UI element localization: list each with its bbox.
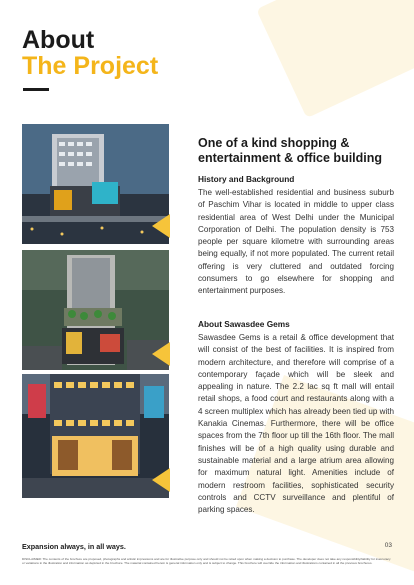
decorative-triangle-3: [152, 468, 170, 492]
page-title-line1: About: [22, 26, 95, 54]
history-heading: History and Background: [198, 174, 295, 184]
decorative-shape-top: [256, 0, 414, 118]
page-number: 03: [384, 542, 392, 549]
building-render-image-2: [22, 250, 169, 370]
section-heading: One of a kind shopping & entertainment & office building: [198, 136, 383, 165]
building-render-image-3: [22, 374, 169, 498]
decorative-triangle-1: [152, 214, 170, 238]
about-heading: About Sawasdee Gems: [198, 319, 290, 329]
disclaimer-text: DISCLAIMER: The contents of the brochure are proposed, photographs and artistic impressions and are for illustrative purpose only and should not be relied upon when making a decision to purchase. The developer does not take any responsibility/liability for inaccuracy or variations in the illustration and information as depicted in the brochure. The material contained herein is general information only and is subject to change. This brochure will override the information and illustrations contained in all the previous brochures.: [22, 557, 391, 566]
building-render-image-1: [22, 124, 169, 244]
history-paragraph: The well-established residential and business suburb of Paschim Vihar is located in middle to upper class residential area of West Delhi under the Municipal Corporation of Delhi. The population density is 753 people per square kilometre with surrounding areas being equally, if not more populated. The current retail offering is very cluttered and outdated forcing consumers to go elsewhere for shopping and entertainment purposes.: [198, 188, 394, 296]
footer-tagline: Expansion always, in all ways.: [22, 542, 126, 551]
decorative-triangle-2: [152, 342, 170, 366]
about-paragraph: Sawasdee Gems is a retail & office development that will consist of the best of facilities. It is inspired from modern architecture, and therefore will comprise of a contemporary façade which will be sleek and appealing in nature. The 2.2 lac sq ft mall will entail retail shops, a food court and restaurants along with a 4 screen multiplex which has already been tied up with Kanakia Cinemas. Furthermore, there will be office spaces from the 7th floor up till the 16th floor. The mall finishes will be of a high quality using durable and sustainable material and a large atrium area allowing for maximum natural light. Amenities include of modern restroom facilities, sophisticated security controls and CCTV surveillance and plentiful of parking spaces.: [198, 333, 394, 515]
page-title-line2: The Project: [22, 52, 159, 80]
title-underline: [23, 88, 49, 91]
